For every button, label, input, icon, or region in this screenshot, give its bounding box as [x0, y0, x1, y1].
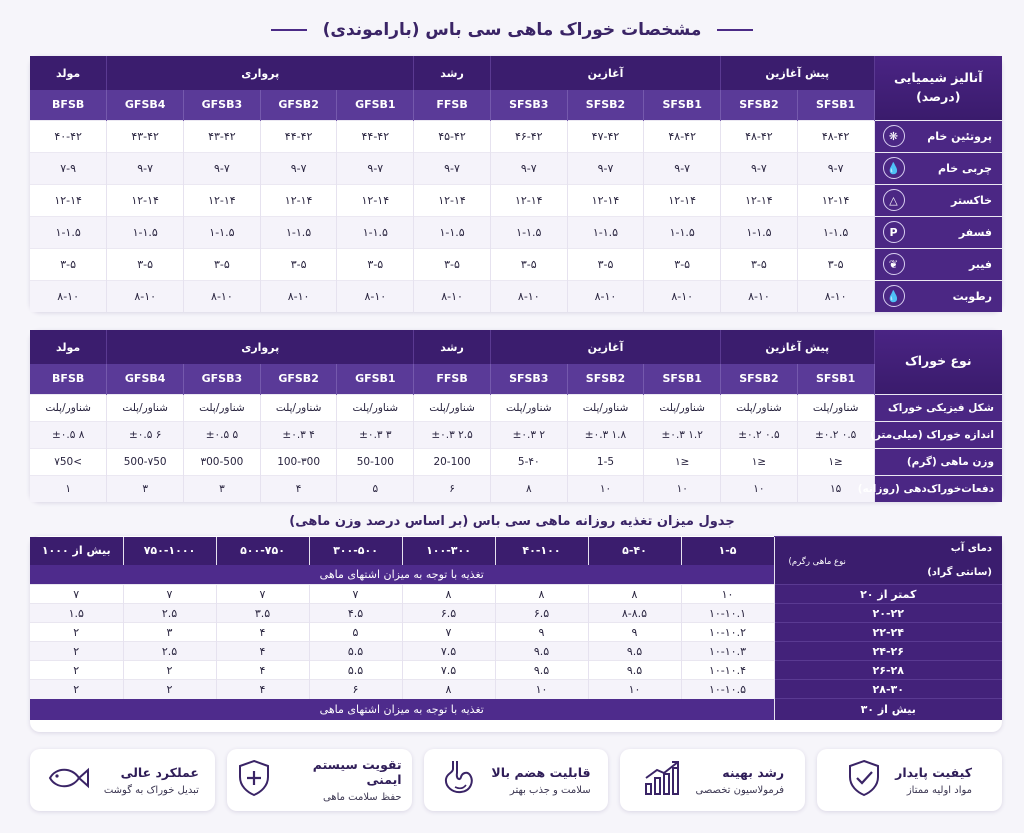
feature-card: [620, 749, 805, 811]
value-cell: ۱۵: [797, 475, 874, 502]
feature-title: رشد بهینه: [722, 764, 785, 780]
value-cell: ۸ ±۰.۵: [30, 421, 107, 448]
feature-subtitle: حفظ سلامت ماهی: [322, 792, 402, 803]
value-cell: شناور/پلت: [184, 394, 261, 421]
param-label-wrap: [875, 221, 1003, 243]
value-cell: شناور/پلت: [490, 394, 567, 421]
feeding-corner-header: [774, 537, 1002, 585]
value-cell: ۱-۱.۵: [797, 216, 874, 248]
feeding-value-cell: ۸-۸.۵: [588, 604, 681, 623]
feeding-value-cell: ۶: [309, 680, 402, 699]
temperature-label: ۲۶-۲۸: [774, 661, 1002, 680]
feed-code-header: GFSB1: [337, 90, 414, 120]
fat-drop-icon: 💧: [883, 157, 905, 179]
value-cell: ۹-۷: [107, 152, 184, 184]
param-label-wrap: [875, 285, 1003, 307]
feeding-value-cell: ۱۰: [588, 680, 681, 699]
title-decor-line: [271, 29, 307, 31]
value-cell: شناور/پلت: [337, 394, 414, 421]
value-cell: ۷-۹: [30, 152, 107, 184]
table-side-header: آنالیز شیمیایی (درصد): [874, 56, 1002, 120]
feature-subtitle: سلامت و جذب بهتر: [509, 784, 591, 796]
value-cell: ۸-۱۰: [797, 280, 874, 312]
value-cell: ۱-۱.۵: [107, 216, 184, 248]
value-cell: ۹-۷: [337, 152, 414, 184]
param-label-wrap: [875, 189, 1003, 211]
growth-chart-icon: [642, 760, 682, 800]
value-cell: ۴: [260, 475, 337, 502]
feature-card: [30, 749, 215, 811]
temperature-label: ۲۲-۲۴: [774, 623, 1002, 642]
feature-card: [227, 749, 412, 811]
value-cell: ۴ ±۰.۳: [260, 421, 337, 448]
value-cell: ۳: [107, 475, 184, 502]
feed-code-header: SFSB3: [490, 90, 567, 120]
value-cell: ۱-۱.۵: [490, 216, 567, 248]
feed-code-header: SFSB1: [644, 364, 721, 394]
param-label-wrap: [875, 157, 1003, 179]
value-cell: ۱.۸ ±۰.۳: [567, 421, 644, 448]
value-cell: ۹-۷: [797, 152, 874, 184]
group-header: آغازین: [490, 56, 720, 90]
value-cell: ۸-۱۰: [337, 280, 414, 312]
feature-text: [285, 757, 402, 803]
weight-column-header: ۴۰-۱۰۰: [495, 537, 588, 565]
feed-code-header: SFSB1: [644, 90, 721, 120]
value-cell: ۱۲-۱۴: [184, 184, 261, 216]
row-label: [874, 152, 1002, 184]
feeding-value-cell: ۵: [309, 623, 402, 642]
feed-code-header: FFSB: [414, 90, 491, 120]
feeding-value-cell: ۲.۵: [123, 604, 216, 623]
feeding-value-cell: ۷.۵: [402, 642, 495, 661]
feature-subtitle: مواد اولیه ممتاز: [906, 784, 973, 796]
param-label: رطوبت: [952, 289, 992, 303]
group-header: پرواری: [107, 330, 414, 364]
value-cell: ۶ ±۰.۵: [107, 421, 184, 448]
value-cell: ۳-۵: [721, 248, 798, 280]
value-cell: 50-100: [337, 448, 414, 475]
value-cell: ۶: [414, 475, 491, 502]
value-cell: ۸-۱۰: [184, 280, 261, 312]
value-cell: ۸-۱۰: [567, 280, 644, 312]
row-label: دفعات‌خوراک‌دهی (روزانه): [874, 475, 1002, 502]
feeding-value-cell: ۹.۵: [495, 642, 588, 661]
value-cell: ۱-۱.۵: [260, 216, 337, 248]
weight-column-header: ۱-۵: [681, 537, 774, 565]
feeding-value-cell: ۸: [402, 585, 495, 604]
value-cell: ۳-۵: [337, 248, 414, 280]
value-cell: 100-۳00: [260, 448, 337, 475]
page-title: مشخصات خوراک ماهی سی باس (باراموندی): [322, 20, 702, 40]
value-cell: ۱۲-۱۴: [260, 184, 337, 216]
value-cell: ۱۰: [567, 475, 644, 502]
value-cell: ۸-۱۰: [107, 280, 184, 312]
param-label: چربی خام: [938, 161, 992, 175]
feeding-value-cell: ۸: [402, 680, 495, 699]
feeding-value-cell: ۲: [30, 661, 123, 680]
feed-code-header: SFSB1: [797, 90, 874, 120]
feature-title: عملکرد عالی: [120, 764, 199, 780]
feeding-rate-table: [30, 536, 1002, 732]
feed-code-header: BFSB: [30, 90, 107, 120]
feeding-value-cell: ۱۰-۱۰.۱: [681, 604, 774, 623]
group-header: پرواری: [107, 56, 414, 90]
feeding-value-cell: ۴: [216, 623, 309, 642]
feed-code-header: SFSB2: [567, 364, 644, 394]
value-cell: ۳-۵: [490, 248, 567, 280]
value-cell: ۹-۷: [184, 152, 261, 184]
value-cell: ۸-۱۰: [414, 280, 491, 312]
value-cell: ۵ ±۰.۵: [184, 421, 261, 448]
value-cell: ۴۰-۴۲: [30, 120, 107, 152]
feeding-value-cell: ۱۰-۱۰.۵: [681, 680, 774, 699]
value-cell: ≤۱: [797, 448, 874, 475]
value-cell: ۳-۵: [414, 248, 491, 280]
feeding-value-cell: ۷: [402, 623, 495, 642]
row-label: [874, 280, 1002, 312]
feeding-value-cell: ۷: [309, 585, 402, 604]
corner-bottom-label: (سانتی گراد): [927, 567, 992, 578]
value-cell: ۳00-500: [184, 448, 261, 475]
group-header: مولد: [30, 330, 107, 364]
value-cell: ۳ ±۰.۳: [337, 421, 414, 448]
value-cell: شناور/پلت: [414, 394, 491, 421]
value-cell: 500-۷50: [107, 448, 184, 475]
feeding-value-cell: ۷: [123, 585, 216, 604]
ash-icon: △: [883, 189, 905, 211]
corner-top-label: دمای آب: [950, 543, 992, 554]
value-cell: 20-100: [414, 448, 491, 475]
feeding-value-cell: ۱۰-۱۰.۳: [681, 642, 774, 661]
feed-code-header: GFSB4: [107, 90, 184, 120]
value-cell: ۹-۷: [414, 152, 491, 184]
page-header: [0, 14, 1024, 46]
feeding-value-cell: ۱۰-۱۰.۴: [681, 661, 774, 680]
feeding-value-cell: ۲: [30, 623, 123, 642]
value-cell: ۹-۷: [644, 152, 721, 184]
title-decor-line: [717, 29, 753, 31]
feeding-value-cell: ۶.۵: [495, 604, 588, 623]
stomach-icon: [441, 759, 477, 801]
value-cell: ۱-۱.۵: [30, 216, 107, 248]
value-cell: ۱۲-۱۴: [644, 184, 721, 216]
value-cell: ۳: [184, 475, 261, 502]
feed-type-table: [30, 330, 1002, 502]
value-cell: شناور/پلت: [107, 394, 184, 421]
fish-icon: [46, 763, 90, 797]
row-label: [874, 216, 1002, 248]
feeding-value-cell: ۳: [123, 623, 216, 642]
feeding-value-cell: ۹.۵: [588, 661, 681, 680]
feature-subtitle: تبدیل خوراک به گوشت: [103, 784, 199, 796]
value-cell: ۱۲-۱۴: [797, 184, 874, 216]
value-cell: ۱۰: [721, 475, 798, 502]
value-cell: ۴۶-۴۲: [490, 120, 567, 152]
weight-column-header: ۷۵۰-۱۰۰۰: [123, 537, 216, 565]
value-cell: ۱۲-۱۴: [107, 184, 184, 216]
feeding-value-cell: ۴: [216, 680, 309, 699]
param-label: خاکستر: [951, 193, 992, 207]
feed-code-header: GFSB2: [260, 90, 337, 120]
feature-card: [817, 749, 1002, 811]
feed-code-header: GFSB3: [184, 364, 261, 394]
group-header: رشد: [414, 330, 491, 364]
temperature-label: ۲۴-۲۶: [774, 642, 1002, 661]
feeding-value-cell: ۷: [30, 585, 123, 604]
shield-check-icon: [847, 759, 881, 801]
value-cell: ۱۲-۱۴: [721, 184, 798, 216]
value-cell: ۱۲-۱۴: [414, 184, 491, 216]
feeding-value-cell: ۵.۵: [309, 661, 402, 680]
value-cell: ۱.۲ ±۰.۳: [644, 421, 721, 448]
group-header: پیش آغازین: [721, 330, 874, 364]
feeding-value-cell: ۴: [216, 661, 309, 680]
feature-subtitle: فرمولاسیون تخصصی: [695, 784, 785, 796]
feeding-value-cell: ۹: [588, 623, 681, 642]
value-cell: ۸-۱۰: [644, 280, 721, 312]
value-cell: ۴۳-۴۲: [184, 120, 261, 152]
value-cell: ۳-۵: [107, 248, 184, 280]
feeding-value-cell: ۲: [123, 680, 216, 699]
value-cell: ۳-۵: [567, 248, 644, 280]
protein-icon: ❋: [883, 125, 905, 147]
table-side-header: نوع خوراک: [874, 330, 1002, 394]
feature-text: [696, 765, 785, 796]
value-cell: 1-5: [567, 448, 644, 475]
value-cell: ۲ ±۰.۳: [490, 421, 567, 448]
corner-mid-label: نوع ماهی رگرم): [788, 557, 846, 567]
feed-code-header: GFSB1: [337, 364, 414, 394]
value-cell: ۴۷-۴۲: [567, 120, 644, 152]
appetite-note: تغذیه با توجه به میزان اشتهای ماهی: [30, 699, 774, 720]
value-cell: ۲.۵ ±۰.۳: [414, 421, 491, 448]
water-drop-icon: 💧: [883, 285, 905, 307]
value-cell: ۱۰: [644, 475, 721, 502]
row-label: [874, 120, 1002, 152]
feature-title: تقویت سیستم ایمنی: [312, 757, 402, 787]
value-cell: ۱-۱.۵: [184, 216, 261, 248]
value-cell: ۹-۷: [490, 152, 567, 184]
feeding-value-cell: ۵.۵: [309, 642, 402, 661]
feed-code-header: GFSB2: [260, 364, 337, 394]
feature-card: [424, 749, 609, 811]
feeding-value-cell: ۹.۵: [588, 642, 681, 661]
feeding-value-cell: ۲: [30, 680, 123, 699]
feeding-value-cell: ۶.۵: [402, 604, 495, 623]
value-cell: ۹-۷: [567, 152, 644, 184]
feeding-table-title: جدول میزان تغذیه روزانه ماهی سی باس (بر اساس درصد وزن ماهی): [289, 514, 735, 529]
feeding-value-cell: ۲: [30, 642, 123, 661]
row-label: وزن ماهی (گرم): [874, 448, 1002, 475]
feeding-value-cell: ۳.۵: [216, 604, 309, 623]
value-cell: ۳-۵: [260, 248, 337, 280]
value-cell: ۱-۱.۵: [721, 216, 798, 248]
phosphorus-icon: P: [883, 221, 905, 243]
value-cell: شناور/پلت: [644, 394, 721, 421]
feed-code-header: SFSB2: [721, 364, 798, 394]
feeding-value-cell: ۹: [495, 623, 588, 642]
feed-code-header: SFSB2: [567, 90, 644, 120]
feeding-value-cell: ۴.۵: [309, 604, 402, 623]
value-cell: ۴۸-۴۲: [644, 120, 721, 152]
feeding-value-cell: ۸: [588, 585, 681, 604]
feeding-value-cell: ۸: [495, 585, 588, 604]
group-header: پیش آغازین: [721, 56, 874, 90]
value-cell: ≤۱: [721, 448, 798, 475]
value-cell: ۳-۵: [30, 248, 107, 280]
value-cell: ۳-۵: [184, 248, 261, 280]
feeding-value-cell: ۴: [216, 642, 309, 661]
value-cell: ≤۱: [644, 448, 721, 475]
param-label: پروتئین خام: [927, 129, 992, 143]
value-cell: شناور/پلت: [260, 394, 337, 421]
value-cell: شناور/پلت: [797, 394, 874, 421]
value-cell: شناور/پلت: [721, 394, 798, 421]
param-label: فسفر: [958, 225, 992, 239]
value-cell: ۱۲-۱۴: [337, 184, 414, 216]
feature-text: [895, 765, 972, 796]
feeding-value-cell: ۷: [216, 585, 309, 604]
feature-title: قابلیت هضم بالا: [491, 764, 591, 780]
value-cell: ۰.۵ ±۰.۲: [797, 421, 874, 448]
value-cell: ۸: [490, 475, 567, 502]
value-cell: ۴۴-۴۲: [260, 120, 337, 152]
value-cell: ۸-۱۰: [260, 280, 337, 312]
value-cell: ۱۲-۱۴: [567, 184, 644, 216]
weight-column-header: ۵-۴۰: [588, 537, 681, 565]
feed-code-header: SFSB1: [797, 364, 874, 394]
temperature-label: ۲۸-۳۰: [774, 680, 1002, 699]
group-header: آغازین: [490, 330, 720, 364]
feed-code-header: GFSB3: [184, 90, 261, 120]
weight-column-header: ۵۰۰-۷۵۰: [216, 537, 309, 565]
value-cell: ۹-۷: [260, 152, 337, 184]
temperature-label: کمتر از ۲۰: [774, 585, 1002, 604]
feature-title: کیفیت پایدار: [895, 764, 973, 780]
row-label: شکل فیزیکی خوراک: [874, 394, 1002, 421]
value-cell: ۰.۵ ±۰.۲: [721, 421, 798, 448]
feeding-value-cell: ۱۰-۱۰.۲: [681, 623, 774, 642]
feed-code-header: GFSB4: [107, 364, 184, 394]
value-cell: ۱-۱.۵: [644, 216, 721, 248]
value-cell: 5-۴۰: [490, 448, 567, 475]
weight-column-header: ۳۰۰-۵۰۰: [309, 537, 402, 565]
feeding-value-cell: ۱۰: [681, 585, 774, 604]
value-cell: ۸-۱۰: [30, 280, 107, 312]
value-cell: ۱-۱.۵: [337, 216, 414, 248]
value-cell: >۷50: [30, 448, 107, 475]
weight-column-header: بیش از ۱۰۰۰: [30, 537, 123, 565]
value-cell: ۴۴-۴۲: [337, 120, 414, 152]
value-cell: شناور/پلت: [567, 394, 644, 421]
feed-code-header: BFSB: [30, 364, 107, 394]
temperature-label: ۲۰-۲۲: [774, 604, 1002, 623]
feeding-value-cell: ۲.۵: [123, 642, 216, 661]
leaf-icon: ❦: [883, 253, 905, 275]
row-label: [874, 248, 1002, 280]
group-header: مولد: [30, 56, 107, 90]
value-cell: ۳-۵: [797, 248, 874, 280]
value-cell: ۴۳-۴۲: [107, 120, 184, 152]
param-label: فیبر: [968, 257, 992, 271]
value-cell: ۱: [30, 475, 107, 502]
value-cell: ۱۲-۱۴: [30, 184, 107, 216]
value-cell: ۱۲-۱۴: [490, 184, 567, 216]
value-cell: ۴۵-۴۲: [414, 120, 491, 152]
value-cell: ۹-۷: [721, 152, 798, 184]
value-cell: ۴۸-۴۲: [797, 120, 874, 152]
feed-code-header: SFSB2: [721, 90, 798, 120]
value-cell: ۸-۱۰: [721, 280, 798, 312]
features-strip: [30, 749, 1002, 811]
feeding-value-cell: ۹.۵: [495, 661, 588, 680]
value-cell: شناور/پلت: [30, 394, 107, 421]
shield-cross-icon: [237, 759, 271, 801]
row-label: اندازه خوراک (میلی‌متر): [874, 421, 1002, 448]
weight-column-header: ۱۰۰-۳۰۰: [402, 537, 495, 565]
temperature-label: بیش از ۳۰: [774, 699, 1002, 720]
feeding-value-cell: ۱۰: [495, 680, 588, 699]
value-cell: ۱-۱.۵: [567, 216, 644, 248]
feed-code-header: SFSB3: [490, 364, 567, 394]
param-label-wrap: [875, 253, 1003, 275]
feeding-value-cell: ۲: [123, 661, 216, 680]
value-cell: ۴۸-۴۲: [721, 120, 798, 152]
row-label: [874, 184, 1002, 216]
group-header: رشد: [414, 56, 491, 90]
value-cell: ۵: [337, 475, 414, 502]
feed-code-header: FFSB: [414, 364, 491, 394]
param-label-wrap: [875, 125, 1003, 147]
value-cell: ۸-۱۰: [490, 280, 567, 312]
value-cell: ۳-۵: [644, 248, 721, 280]
feeding-value-cell: ۱.۵: [30, 604, 123, 623]
feeding-value-cell: ۷.۵: [402, 661, 495, 680]
feature-text: [491, 765, 590, 796]
chemical-analysis-table: [30, 56, 1002, 312]
value-cell: ۱-۱.۵: [414, 216, 491, 248]
feature-text: [104, 765, 199, 796]
appetite-note: تغذیه با توجه به میزان اشتهای ماهی: [30, 565, 774, 585]
